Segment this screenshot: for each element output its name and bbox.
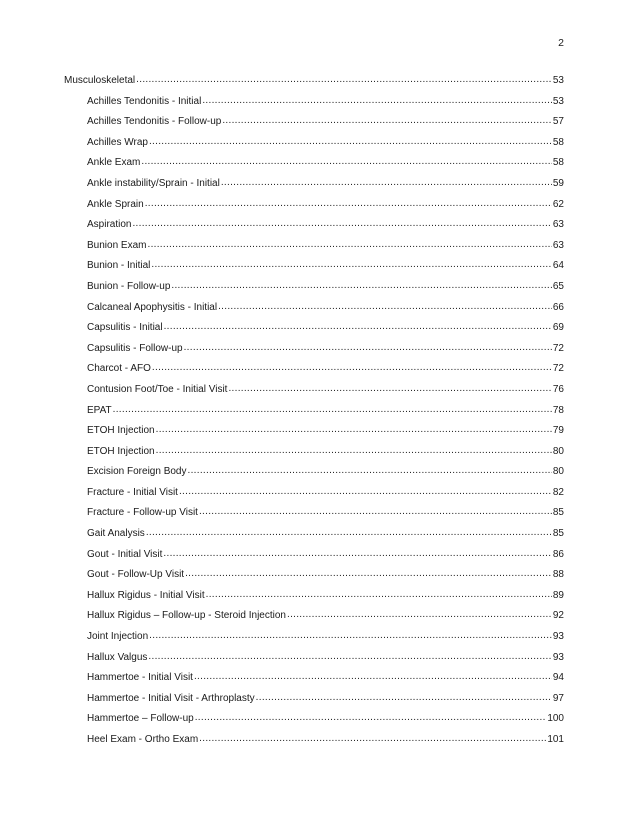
toc-entry-title: Hallux Rigidus - Initial Visit xyxy=(87,589,205,601)
toc-entry-title: Bunion - Initial xyxy=(87,260,151,272)
toc-entry-page-number: 80 xyxy=(552,445,564,457)
toc-entry-page-number: 92 xyxy=(552,610,564,622)
toc-dot-leader xyxy=(149,135,552,149)
toc-dot-leader xyxy=(146,526,552,540)
toc-dot-leader xyxy=(287,608,552,622)
toc-entry[interactable] xyxy=(64,424,564,445)
toc-entry[interactable] xyxy=(64,115,564,136)
table-of-contents xyxy=(64,74,564,754)
toc-dot-leader xyxy=(151,258,552,272)
toc-entry-title: Achilles Wrap xyxy=(87,136,148,148)
toc-entry-title: Ankle Sprain xyxy=(87,198,144,210)
toc-entry[interactable] xyxy=(64,198,564,219)
toc-dot-leader xyxy=(184,341,552,355)
toc-entry-page-number: 64 xyxy=(552,260,564,272)
toc-entry-page-number: 93 xyxy=(552,631,564,643)
toc-entry-title: Gout - Follow-Up Visit xyxy=(87,569,185,581)
toc-dot-leader xyxy=(179,485,552,499)
toc-dot-leader xyxy=(199,732,546,746)
toc-entry-page-number: 97 xyxy=(552,692,564,704)
toc-entry-page-number: 53 xyxy=(552,95,564,107)
toc-entry-title: Excision Foreign Body xyxy=(87,466,187,478)
toc-entry[interactable] xyxy=(64,651,564,672)
toc-entry[interactable] xyxy=(64,671,564,692)
toc-entry[interactable] xyxy=(64,568,564,589)
toc-entry-page-number: 82 xyxy=(552,486,564,498)
toc-entry[interactable] xyxy=(64,486,564,507)
page-number: 2 xyxy=(558,37,564,49)
toc-entry[interactable] xyxy=(64,630,564,651)
toc-entry-title: Fracture - Initial Visit xyxy=(87,486,178,498)
toc-entry[interactable] xyxy=(64,95,564,116)
toc-entry-page-number: 89 xyxy=(552,589,564,601)
toc-entry-page-number: 63 xyxy=(552,239,564,251)
toc-entry-title: Hammertoe - Initial Visit - Arthroplasty xyxy=(87,692,255,704)
toc-entry[interactable] xyxy=(64,280,564,301)
toc-entry-title: Hallux Rigidus – Follow-up - Steroid Injection xyxy=(87,610,286,622)
toc-entry-page-number: 78 xyxy=(552,404,564,416)
toc-entry[interactable] xyxy=(64,404,564,425)
toc-entry-title: Joint Injection xyxy=(87,631,149,643)
toc-entry-page-number: 58 xyxy=(552,157,564,169)
toc-entry-page-number: 66 xyxy=(552,301,564,313)
toc-entry-page-number: 72 xyxy=(552,342,564,354)
toc-entry[interactable] xyxy=(64,239,564,260)
toc-dot-leader xyxy=(156,423,552,437)
toc-entry[interactable] xyxy=(64,527,564,548)
toc-entry-page-number: 88 xyxy=(552,569,564,581)
toc-entry[interactable] xyxy=(64,177,564,198)
toc-entry[interactable] xyxy=(64,712,564,733)
toc-dot-leader xyxy=(113,403,552,417)
toc-dot-leader xyxy=(222,114,552,128)
toc-dot-leader xyxy=(141,155,552,169)
toc-entry[interactable] xyxy=(64,692,564,713)
toc-entry[interactable] xyxy=(64,733,564,754)
toc-dot-leader xyxy=(149,629,552,643)
toc-entry[interactable] xyxy=(64,609,564,630)
toc-entry[interactable] xyxy=(64,362,564,383)
toc-dot-leader xyxy=(199,505,552,519)
toc-entry-page-number: 101 xyxy=(547,734,564,745)
toc-entry-title: Heel Exam - Ortho Exam xyxy=(87,734,199,745)
toc-entry-page-number: 69 xyxy=(552,322,564,334)
toc-entry-page-number: 94 xyxy=(552,672,564,684)
toc-dot-leader xyxy=(221,176,552,190)
toc-entry-title: ETOH Injection xyxy=(87,445,155,457)
toc-entry-title: Hammertoe - Initial Visit xyxy=(87,672,193,684)
toc-dot-leader xyxy=(164,320,552,334)
toc-entry[interactable] xyxy=(64,445,564,466)
toc-dot-leader xyxy=(206,588,552,602)
toc-dot-leader xyxy=(148,650,551,664)
toc-entry[interactable] xyxy=(64,218,564,239)
toc-entry[interactable] xyxy=(64,259,564,280)
toc-entry[interactable] xyxy=(64,342,564,363)
toc-entry-page-number: 63 xyxy=(552,219,564,231)
toc-entry-page-number: 65 xyxy=(552,280,564,292)
toc-entry-title: Calcaneal Apophysitis - Initial xyxy=(87,301,218,313)
toc-entry[interactable] xyxy=(64,383,564,404)
toc-dot-leader xyxy=(171,279,552,293)
toc-entry-title: Hammertoe – Follow-up xyxy=(87,713,194,725)
toc-entry-page-number: 53 xyxy=(552,75,564,86)
toc-entry-page-number: 86 xyxy=(552,548,564,560)
toc-entry-title: Ankle instability/Sprain - Initial xyxy=(87,177,220,189)
toc-dot-leader xyxy=(145,197,552,211)
toc-dot-leader xyxy=(218,300,552,314)
toc-entry-page-number: 62 xyxy=(552,198,564,210)
toc-entry-title: Capsulitis - Follow-up xyxy=(87,342,183,354)
toc-entry-page-number: 58 xyxy=(552,136,564,148)
toc-entry-title: Contusion Foot/Toe - Initial Visit xyxy=(87,383,228,395)
toc-entry-title: Aspiration xyxy=(87,219,132,231)
toc-dot-leader xyxy=(156,444,552,458)
toc-entry-title: Gout - Initial Visit xyxy=(87,548,163,560)
toc-entry-title: Bunion - Follow-up xyxy=(87,280,171,292)
toc-entry[interactable] xyxy=(64,548,564,569)
toc-dot-leader xyxy=(185,567,552,581)
toc-entry[interactable] xyxy=(64,321,564,342)
toc-entry-page-number: 59 xyxy=(552,177,564,189)
toc-entry[interactable] xyxy=(64,301,564,322)
toc-entry-title: Hallux Valgus xyxy=(87,651,148,663)
toc-entry[interactable] xyxy=(64,136,564,157)
toc-entry-page-number: 85 xyxy=(552,507,564,519)
toc-entry-title: Achilles Tendonitis - Follow-up xyxy=(87,116,222,128)
toc-entry-page-number: 57 xyxy=(552,116,564,128)
toc-dot-leader xyxy=(132,217,551,231)
toc-dot-leader xyxy=(256,691,552,705)
toc-entry-page-number: 79 xyxy=(552,425,564,437)
toc-section-heading[interactable] xyxy=(64,74,564,95)
toc-entry-page-number: 76 xyxy=(552,383,564,395)
toc-dot-leader xyxy=(228,382,551,396)
toc-entry-title: Achilles Tendonitis - Initial xyxy=(87,95,202,107)
toc-dot-leader xyxy=(147,238,551,252)
toc-entry-title: EPAT xyxy=(87,404,112,416)
toc-entry-title: Charcot - AFO xyxy=(87,363,151,375)
toc-dot-leader xyxy=(136,73,552,87)
toc-dot-leader xyxy=(188,464,552,478)
toc-entry-page-number: 93 xyxy=(552,651,564,663)
toc-entry-title: ETOH Injection xyxy=(87,425,155,437)
toc-entry-title: Bunion Exam xyxy=(87,239,147,251)
toc-entry-page-number: 72 xyxy=(552,363,564,375)
toc-dot-leader xyxy=(195,711,547,725)
toc-entry-title: Fracture - Follow-up Visit xyxy=(87,507,198,519)
toc-dot-leader xyxy=(202,94,552,108)
toc-entry[interactable] xyxy=(64,156,564,177)
toc-entry[interactable] xyxy=(64,589,564,610)
toc-entry-title: Capsulitis - Initial xyxy=(87,322,163,334)
toc-dot-leader xyxy=(152,361,552,375)
toc-entry[interactable] xyxy=(64,506,564,527)
toc-entry-page-number: 80 xyxy=(552,466,564,478)
toc-dot-leader xyxy=(163,547,551,561)
toc-entry-title: Musculoskeletal xyxy=(64,75,136,86)
toc-entry[interactable] xyxy=(64,465,564,486)
toc-entry-title: Ankle Exam xyxy=(87,157,141,169)
toc-entry-page-number: 100 xyxy=(547,713,564,725)
toc-entry-page-number: 85 xyxy=(552,528,564,540)
toc-dot-leader xyxy=(194,670,552,684)
toc-entry-title: Gait Analysis xyxy=(87,528,145,540)
